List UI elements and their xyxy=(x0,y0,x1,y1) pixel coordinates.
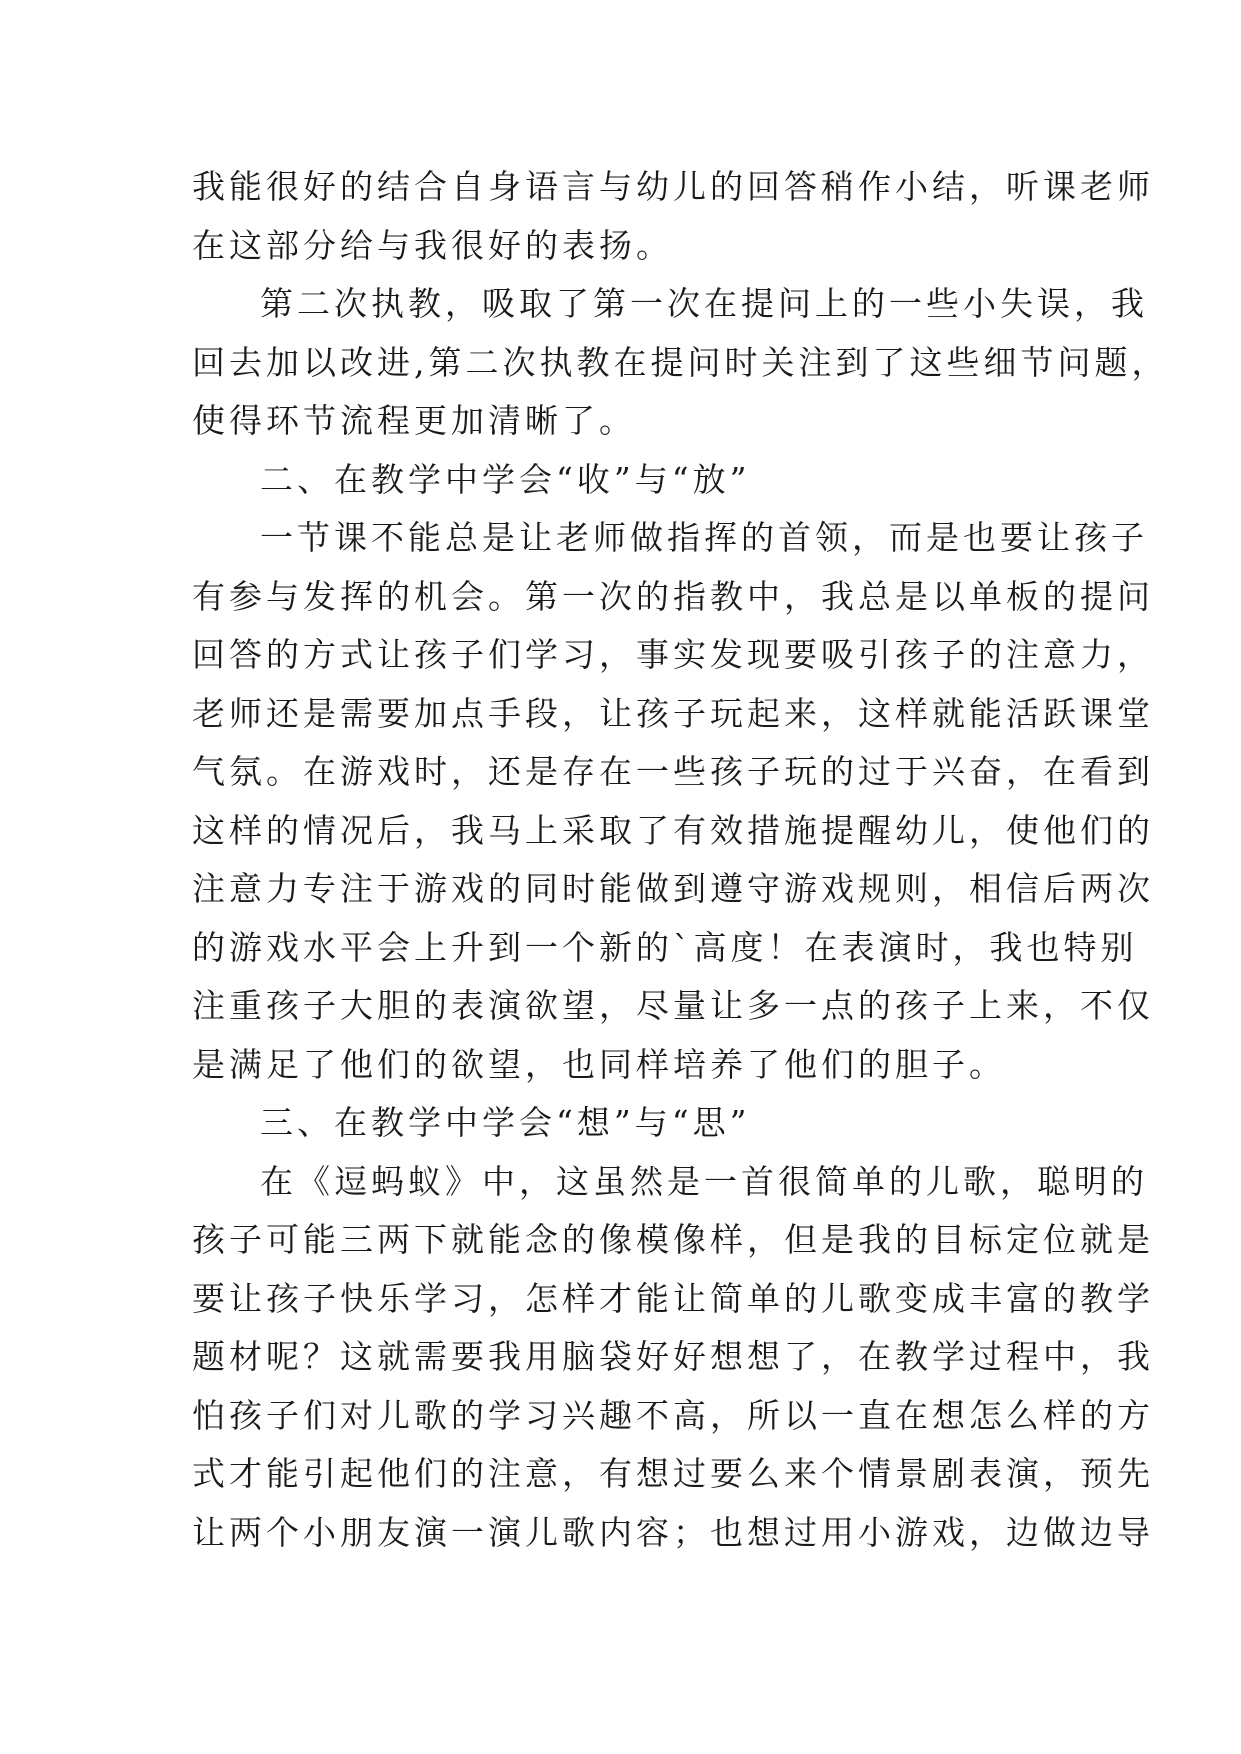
text-line: 回去加以改进,第二次执教在提问时关注到了这些细节问题， xyxy=(192,342,1169,382)
text-line: 老师还是需要加点手段，让孩子玩起来，这样就能活跃课堂 xyxy=(192,693,1154,733)
text-line: 式才能引起他们的注意，有想过要么来个情景剧表演，预先 xyxy=(192,1454,1154,1493)
text-line: 怕孩子们对儿歌的学习兴趣不高，所以一直在想怎么样的方 xyxy=(192,1395,1154,1435)
text-line: 是满足了他们的欲望，也同样培养了他们的胆子。 xyxy=(192,1044,1006,1084)
text-line: 的游戏水平会上升到一个新的`高度！在表演时，我也特别 xyxy=(192,927,1138,967)
text-line: 一节课不能总是让老师做指挥的首领，而是也要让孩子 xyxy=(260,518,1148,557)
text-line: 使得环节流程更加清晰了。 xyxy=(192,401,636,440)
text-line: 让两个小朋友演一演儿歌内容；也想过用小游戏，边做边导 xyxy=(192,1512,1154,1552)
document-body xyxy=(192,158,1169,1562)
text-line: 孩子可能三两下就能念的像模像样，但是我的目标定位就是 xyxy=(192,1220,1154,1259)
text-line: 在《逗蚂蚁》中，这虽然是一首很简单的儿歌，聪明的 xyxy=(260,1161,1148,1201)
text-line: 回答的方式让孩子们学习，事实发现要吸引孩子的注意力， xyxy=(192,635,1154,674)
text-line: 要让孩子快乐学习，怎样才能让简单的儿歌变成丰富的教学 xyxy=(192,1278,1154,1318)
text-line: 有参与发挥的机会。第一次的指教中，我总是以单板的提问 xyxy=(192,576,1154,616)
section-heading: 二、在教学中学会“收”与“放” xyxy=(260,459,751,499)
text-line: 在这部分给与我很好的表扬。 xyxy=(192,225,673,265)
text-line: 题材呢？这就需要我用脑袋好好想想了，在教学过程中，我 xyxy=(192,1337,1154,1376)
text-line: 我能很好的结合自身语言与幼儿的回答稍作小结，听课老师 xyxy=(192,167,1154,206)
text-line: 注重孩子大胆的表演欲望，尽量让多一点的孩子上来，不仅 xyxy=(192,986,1154,1025)
text-line: 气氛。在游戏时，还是存在一些孩子玩的过于兴奋，在看到 xyxy=(192,752,1154,791)
text-line: 第二次执教，吸取了第一次在提问上的一些小失误，我 xyxy=(260,284,1148,323)
text-line: 这样的情况后，我马上采取了有效措施提醒幼儿，使他们的 xyxy=(192,810,1154,850)
section-heading: 三、在教学中学会“想”与“思” xyxy=(260,1103,751,1142)
text-line: 注意力专注于游戏的同时能做到遵守游戏规则，相信后两次 xyxy=(192,869,1154,908)
